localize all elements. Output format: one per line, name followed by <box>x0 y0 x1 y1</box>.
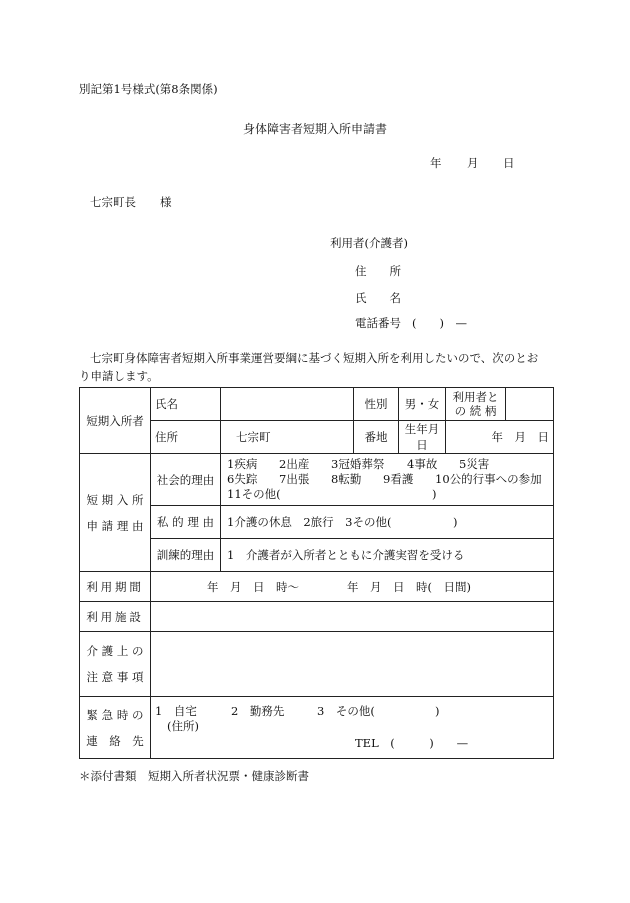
care-notes-field[interactable] <box>151 632 554 697</box>
social-item[interactable]: 10公的行事への参加 <box>435 472 542 486</box>
social-reason-row-3 <box>227 487 549 502</box>
period-end[interactable]: 年 月 日 時( 日間) <box>347 579 471 594</box>
social-reason-options[interactable] <box>221 454 554 506</box>
emergency-label <box>80 697 151 759</box>
reason-section-line-2: 申 請 理 由 <box>86 518 144 533</box>
emergency-tel[interactable]: TEL ( ) — <box>355 736 469 750</box>
social-item[interactable]: 8転勤 <box>331 472 362 486</box>
birth-field[interactable]: 年 月 日 <box>446 421 554 454</box>
reason-section-label <box>80 454 151 572</box>
period-field[interactable] <box>151 572 554 602</box>
addressee-honorific: 様 <box>160 195 172 209</box>
applicant-phone-format: ( ) — <box>412 316 467 330</box>
applicant-heading: 利用者(介護者) <box>330 236 408 250</box>
emergency-option-other[interactable]: 3 その他( <box>317 704 375 718</box>
care-notes-line-2: 注 意 事 項 <box>86 670 144 684</box>
address-label: 住所 <box>151 421 221 454</box>
intro-line-2: り申請します。 <box>79 369 159 383</box>
relation-label-line-2: の 続 柄 <box>454 404 497 418</box>
form-title: 身体障害者短期入所申請書 <box>242 122 388 136</box>
date-year-label: 年 <box>430 156 442 170</box>
row-user-address <box>80 421 554 454</box>
period-label: 利用期間 <box>80 572 151 602</box>
facility-field[interactable] <box>151 602 554 632</box>
application-table <box>79 387 554 759</box>
emergency-label-line-1: 緊 急 時 の <box>86 707 144 722</box>
date-month-label: 月 <box>467 156 479 170</box>
social-item[interactable]: 5災害 <box>459 457 490 471</box>
emergency-options-row <box>155 704 549 719</box>
gender-label: 性別 <box>354 388 399 421</box>
relation-label <box>446 388 506 421</box>
reason-section-line-1: 短 期 入 所 <box>86 492 144 507</box>
attachments-note: ＊添付書類 短期入所者状況票・健康診断書 <box>79 769 309 783</box>
user-section-label: 短期入所者 <box>80 388 151 454</box>
emergency-option-other-close: ) <box>435 704 440 718</box>
row-facility <box>80 602 554 632</box>
social-reason-label: 社会的理由 <box>151 454 221 506</box>
name-field[interactable] <box>221 388 354 421</box>
social-item[interactable]: 6失踪 <box>227 472 258 486</box>
private-reason-label: 私 的 理 由 <box>151 506 221 539</box>
gender-options[interactable]: 男・女 <box>399 388 446 421</box>
relation-field[interactable] <box>506 388 554 421</box>
row-user-name <box>80 388 554 421</box>
emergency-option-home[interactable]: 1 自宅 <box>155 704 197 718</box>
care-notes-line-1: 介 護 上 の <box>86 644 144 658</box>
care-notes-label <box>80 632 151 697</box>
addressee: 七宗町長 <box>90 195 136 209</box>
row-emergency <box>80 697 554 759</box>
row-private-reason <box>80 506 554 539</box>
date-day-label: 日 <box>503 156 515 170</box>
applicant-name-label: 氏 名 <box>355 291 401 305</box>
training-reason-items[interactable]: 1 介護者が入所者とともに介護実習を受ける <box>221 539 554 572</box>
banchi-label: 番地 <box>354 421 399 454</box>
address-field[interactable] <box>221 421 354 454</box>
form-number: 別記第1号様式(第8条関係) <box>79 82 218 96</box>
private-reason-close: ) <box>453 515 458 529</box>
social-item[interactable]: 2出産 <box>279 457 310 471</box>
social-reason-row-1 <box>227 457 549 472</box>
social-item[interactable]: 7出張 <box>279 472 310 486</box>
training-reason-label: 訓練的理由 <box>151 539 221 572</box>
social-item[interactable]: 3冠婚葬祭 <box>331 457 385 471</box>
row-care-notes <box>80 632 554 697</box>
social-reason-row-2 <box>227 472 549 487</box>
applicant-phone-label: 電話番号 <box>355 316 401 330</box>
private-reason-items[interactable]: 1介護の休息 2旅行 3その他( <box>227 515 392 529</box>
social-item[interactable]: 4事故 <box>407 457 438 471</box>
social-item[interactable]: 9看護 <box>383 472 414 486</box>
intro-line-1: 七宗町身体障害者短期入所事業運営要綱に基づく短期入所を利用したいので、次のとお <box>90 351 539 365</box>
social-item[interactable]: 1疾病 <box>227 457 258 471</box>
applicant-address-label: 住 所 <box>355 264 401 278</box>
private-reason-options[interactable] <box>221 506 554 539</box>
emergency-field[interactable] <box>151 697 554 759</box>
social-item-other[interactable]: 11その他( <box>227 487 281 501</box>
emergency-address-label: (住所) <box>167 719 199 733</box>
name-label: 氏名 <box>151 388 221 421</box>
emergency-option-work[interactable]: 2 勤務先 <box>231 704 285 718</box>
row-training-reason <box>80 539 554 572</box>
row-period <box>80 572 554 602</box>
address-value: 七宗町 <box>235 430 271 444</box>
relation-label-line-1: 利用者と <box>452 390 499 404</box>
row-social-reason <box>80 454 554 506</box>
period-start[interactable]: 年 月 日 時〜 <box>207 579 299 594</box>
birth-label: 生年月日 <box>399 421 446 454</box>
emergency-label-line-2: 連 絡 先 <box>86 733 144 748</box>
social-item-other-close: ) <box>432 487 437 501</box>
facility-label: 利用施設 <box>80 602 151 632</box>
